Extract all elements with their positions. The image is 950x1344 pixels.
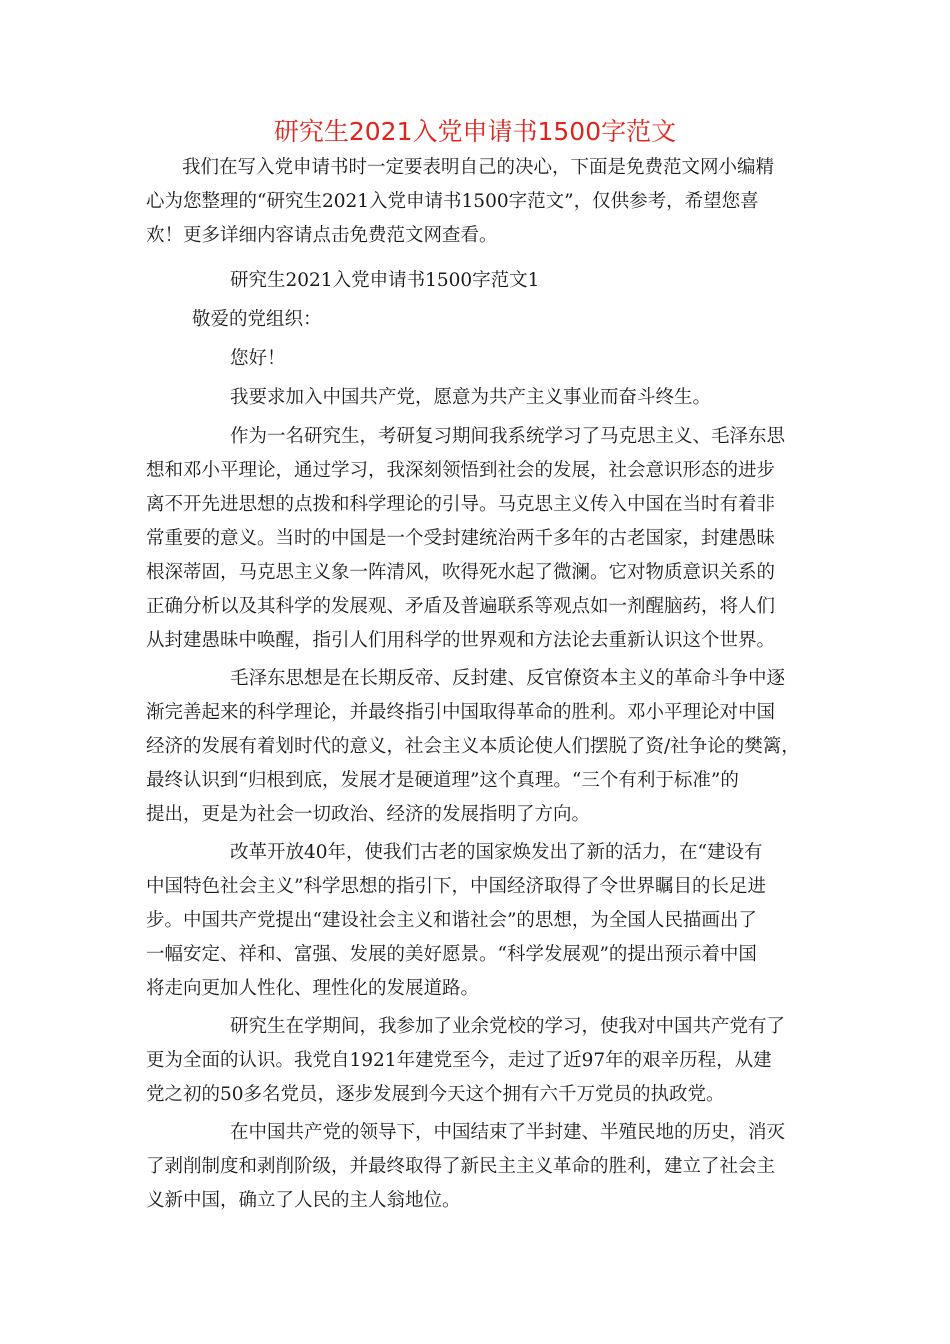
paragraph-line: 我要求加入中国共产党，愿意为共产主义事业而奋斗终生。	[230, 387, 712, 408]
salutation: 敬爱的党组织：	[192, 309, 322, 330]
paragraph-line: 更为全面的认识。我党自1921年建党至今，走过了近97年的艰辛历程，从建	[146, 1050, 772, 1071]
intro-line: 我们在写入党申请书时一定要表明自己的决心，下面是免费范文网小编精	[182, 157, 775, 178]
paragraph-line: 研究生在学期间，我参加了业余党校的学习，使我对中国共产党有了	[230, 1016, 786, 1037]
paragraph-line: 想和邓小平理论，通过学习，我深刻领悟到社会的发展，社会意识形态的进步	[146, 460, 776, 481]
greeting: 您好！	[230, 348, 286, 369]
paragraph-line: 步。中国共产党提出“建设社会主义和谐社会”的思想，为全国人民描画出了	[146, 910, 757, 931]
intro-line: 欢！更多详细内容请点击免费范文网查看。	[146, 225, 498, 246]
paragraph-line: 中国特色社会主义”科学思想的指引下，中国经济取得了令世界瞩目的长足进	[146, 876, 766, 897]
paragraph-line: 常重要的意义。当时的中国是一个受封建统治两千多年的古老国家，封建愚昧	[146, 528, 776, 549]
paragraph-line: 将走向更加人性化、理性化的发展道路。	[146, 978, 480, 999]
paragraph-line: 根深蒂固，马克思主义象一阵清风，吹得死水起了微澜。它对物质意识关系的	[146, 562, 776, 583]
paragraph-line: 义新中国，确立了人民的主人翁地位。	[146, 1190, 461, 1211]
paragraph-line: 渐完善起来的科学理论，并最终指引中国取得革命的胜利。邓小平理论对中国	[146, 702, 776, 723]
paragraph-line: 经济的发展有着划时代的意义，社会主义本质论使人们摆脱了资/社争论的樊篱，	[146, 736, 800, 757]
paragraph-line: 从封建愚昧中唤醒，指引人们用科学的世界观和方法论去重新认识这个世界。	[146, 630, 776, 651]
paragraph-line: 提出，更是为社会一切政治、经济的发展指明了方向。	[146, 804, 591, 825]
section-subtitle: 研究生2021入党申请书1500字范文1	[230, 270, 540, 291]
paragraph-line: 正确分析以及其科学的发展观、矛盾及普遍联系等观点如一剂醒脑药，将人们	[146, 596, 776, 617]
paragraph-line: 党之初的50多名党员，逐步发展到今天这个拥有六千万党员的执政党。	[146, 1084, 725, 1105]
paragraph-line: 了剥削制度和剥削阶级，并最终取得了新民主主义革命的胜利，建立了社会主	[146, 1156, 776, 1177]
paragraph-line: 改革开放40年，使我们古老的国家焕发出了新的活力，在“建设有	[230, 842, 763, 863]
paragraph-line: 一幅安定、祥和、富强、发展的美好愿景。“科学发展观”的提出预示着中国	[146, 944, 757, 965]
paragraph-line: 在中国共产党的领导下，中国结束了半封建、半殖民地的历史，消灭	[230, 1122, 786, 1143]
paragraph-line: 作为一名研究生，考研复习期间我系统学习了马克思主义、毛泽东思	[230, 426, 786, 447]
paragraph-line: 毛泽东思想是在长期反帝、反封建、反官僚资本主义的革命斗争中逐	[230, 668, 786, 689]
intro-line: 心为您整理的“研究生2021入党申请书1500字范文”，仅供参考，希望您喜	[146, 191, 759, 212]
document-title: 研究生2021入党申请书1500字范文	[273, 117, 677, 146]
paragraph-line: 离不开先进思想的点拨和科学理论的引导。马克思主义传入中国在当时有着非	[146, 494, 776, 515]
paragraph-line: 最终认识到“归根到底，发展才是硬道理”这个真理。“三个有利于标准”的	[146, 770, 739, 791]
